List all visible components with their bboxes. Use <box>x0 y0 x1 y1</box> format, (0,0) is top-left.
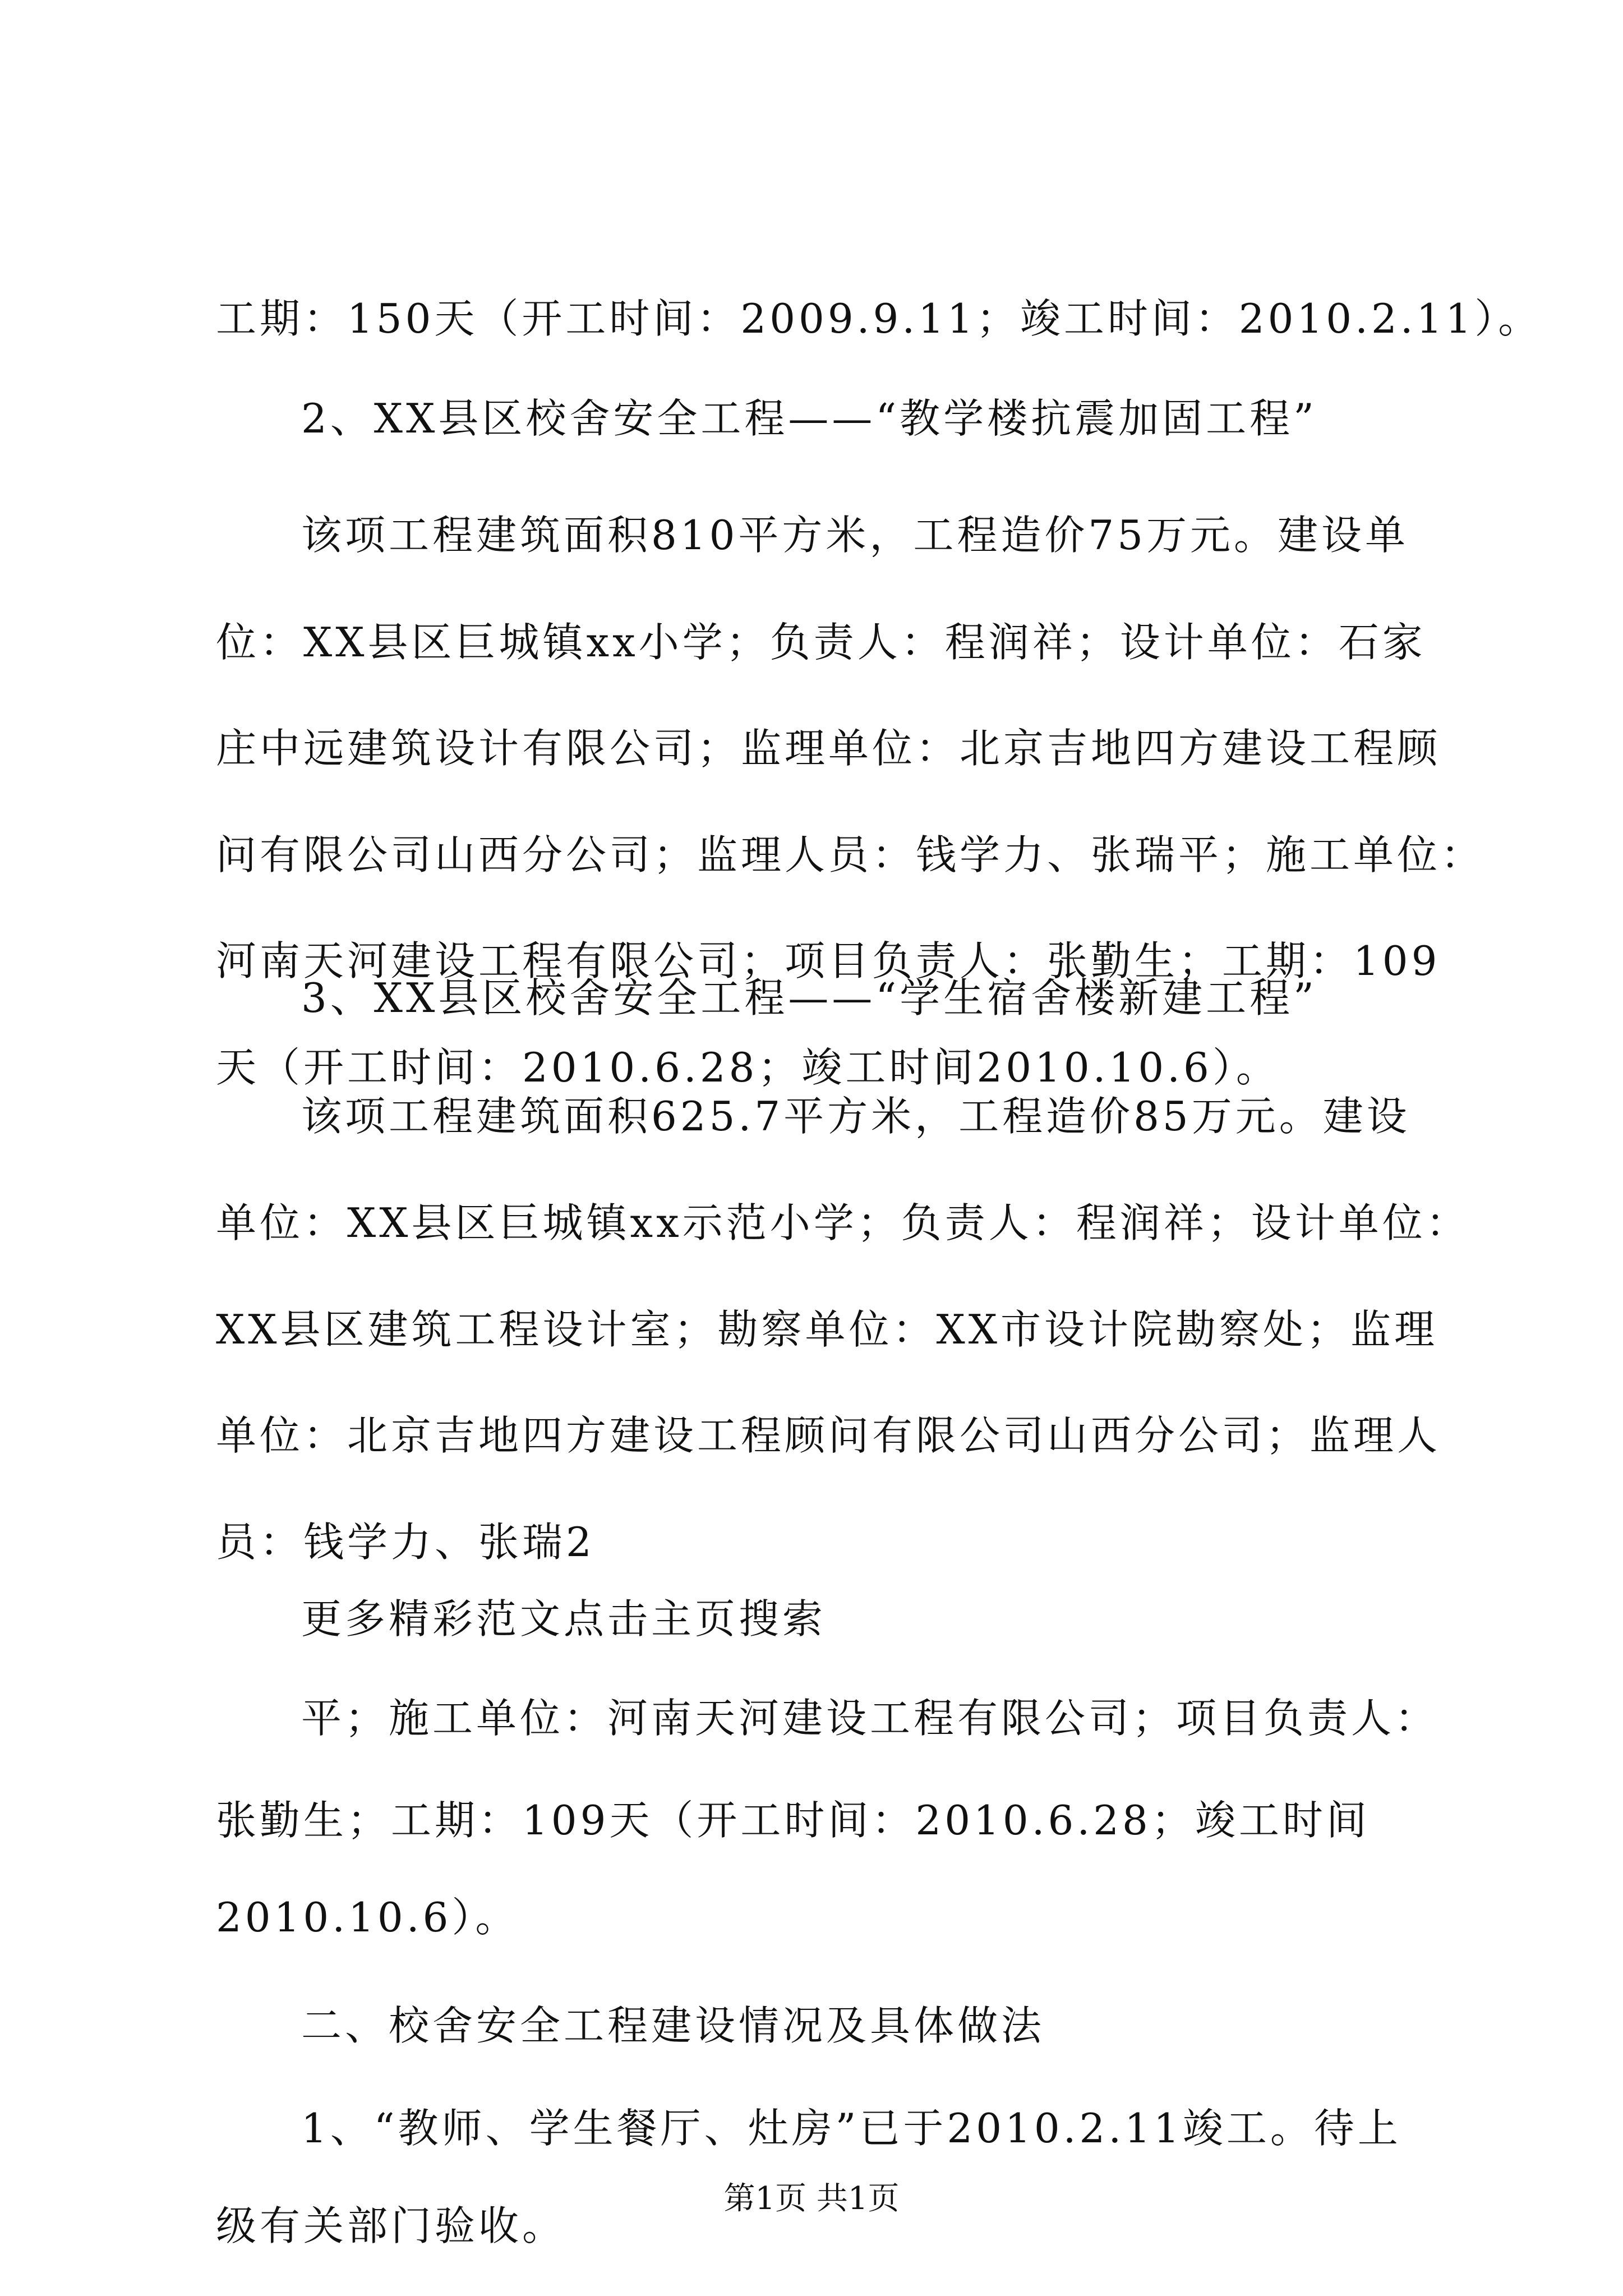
promo-line: 更多精彩范文点击主页搜索 <box>301 1595 827 1642</box>
text-line: 级有关部门验收。 <box>216 2202 566 2249</box>
text-line: 该项工程建筑面积810平方米，工程造价75万元。建设单 <box>301 512 1409 559</box>
text-line: 问有限公司山西分公司；监理人员：钱学力、张瑞平；施工单位： <box>216 831 1485 878</box>
text-line: 天（开工时间：2010.6.28；竣工时间2010.10.6）。 <box>216 1044 1280 1091</box>
text-line: 河南天河建设工程有限公司；项目负责人：张勤生；工期：109 <box>216 937 1441 984</box>
text-line: 位：XX县区巨城镇xx小学；负责人：程润祥；设计单位：石家 <box>216 619 1426 666</box>
text-line: 1、“教师、学生餐厅、灶房”已于2010.2.11竣工。待上 <box>301 2105 1401 2152</box>
text-line: 平；施工单位：河南天河建设工程有限公司；项目负责人： <box>301 1695 1439 1742</box>
text-line: XX县区建筑工程设计室；勘察单位：XX市设计院勘察处；监理 <box>216 1306 1438 1353</box>
text-line: 工期：150天（开工时间：2009.9.11；竣工时间：2010.2.11）。 <box>216 295 1542 342</box>
section-heading: 2、XX县区校舍安全工程——“教学楼抗震加固工程” <box>301 395 1317 442</box>
text-line: 单位：XX县区巨城镇xx示范小学；负责人：程润祥；设计单位： <box>216 1199 1470 1246</box>
text-line: 该项工程建筑面积625.7平方米，工程造价85万元。建设 <box>301 1093 1410 1140</box>
section-heading: 二、校舍安全工程建设情况及具体做法 <box>301 2002 1045 2049</box>
text-line: 庄中远建筑设计有限公司；监理单位：北京吉地四方建设工程顾 <box>216 725 1441 772</box>
text-line: 2010.10.6）。 <box>216 1894 519 1941</box>
text-line: 张勤生；工期：109天（开工时间：2010.6.28；竣工时间 <box>216 1797 1370 1844</box>
text-line: 单位：北京吉地四方建设工程顾问有限公司山西分公司；监理人 <box>216 1412 1441 1459</box>
section-heading: 3、XX县区校舍安全工程——“学生宿舍楼新建工程” <box>301 974 1317 1022</box>
text-line: 员：钱学力、张瑞2 <box>216 1519 595 1566</box>
page-footer: 第1页 共1页 <box>723 2180 900 2217</box>
